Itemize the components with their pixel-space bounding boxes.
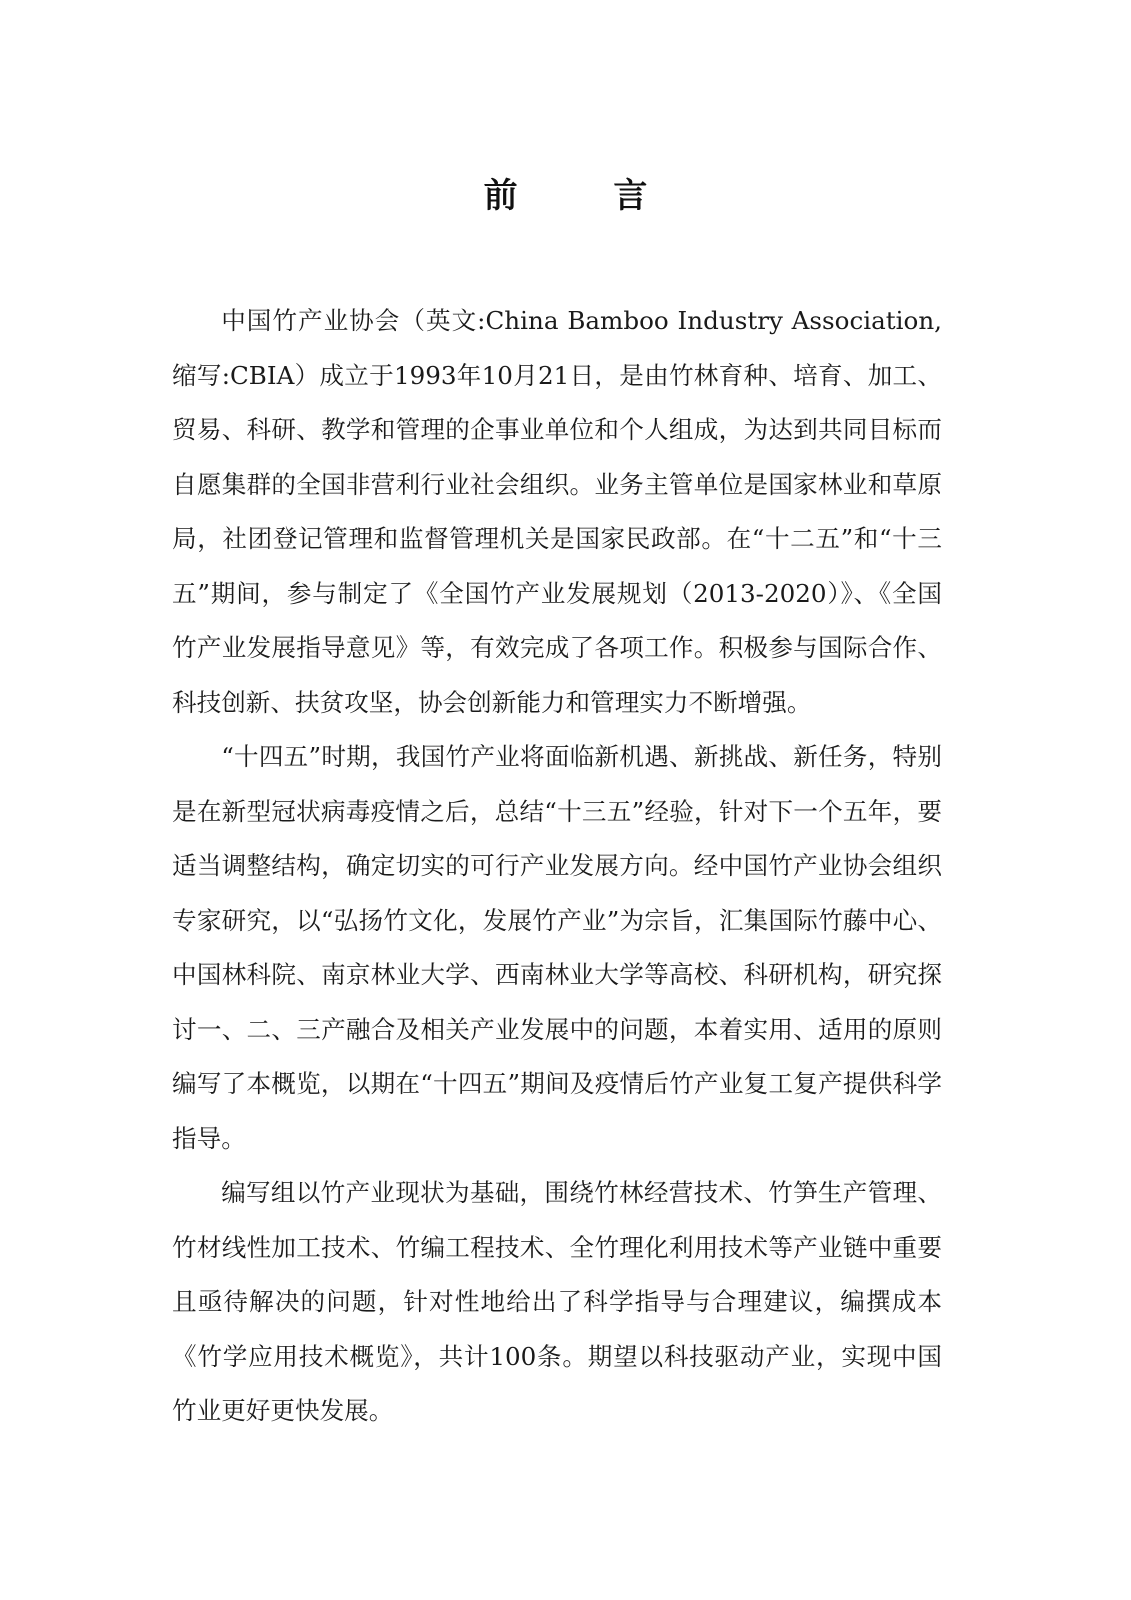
paragraph-3: 编写组以竹产业现状为基础，围绕竹林经营技术、竹笋生产管理、竹材线性加工技术、竹编工程技术、全竹理化利用技术等产业链中重要且亟待解决的问题，针对性地给出了科学指导与合理建议，编撰成本《竹学应用技术概览》，共计100条。期望以科技驱动产业，实现中国竹业更好更快发展。 [172, 1178, 942, 1425]
document-body [172, 294, 942, 1439]
page-title: 前 言 [483, 176, 690, 216]
paragraph-1: 中国竹产业协会（英文:China Bamboo Industry Association, 缩写:CBIA）成立于1993年10月21日，是由竹林育种、培育、加工、贸易、科研、教学和管理的企事业单位和个人组成，为达到共同目标而自愿集群的全国非营利行业社会组织。业务主管单位是国家林业和草原局，社团登记管理和监督管理机关是国家民政部。在“十二五”和“十三五”期间，参与制定了《全国竹产业发展规划（2013-2020）》、《全国竹产业发展指导意见》等，有效完成了各项工作。积极参与国际合作、科技创新、扶贫攻坚，协会创新能力和管理实力不断增强。 [172, 306, 942, 717]
paragraph-2: “十四五”时期，我国竹产业将面临新机遇、新挑战、新任务，特别是在新型冠状病毒疫情之后，总结“十三五”经验，针对下一个五年，要适当调整结构，确定切实的可行产业发展方向。经中国竹产业协会组织专家研究，以“弘扬竹文化，发展竹产业”为宗旨，汇集国际竹藤中心、中国林科院、南京林业大学、西南林业大学等高校、科研机构，研究探讨一、二、三产融合及相关产业发展中的问题，本着实用、适用的原则编写了本概览，以期在“十四五”期间及疫情后竹产业复工复产提供科学指导。 [172, 742, 942, 1153]
